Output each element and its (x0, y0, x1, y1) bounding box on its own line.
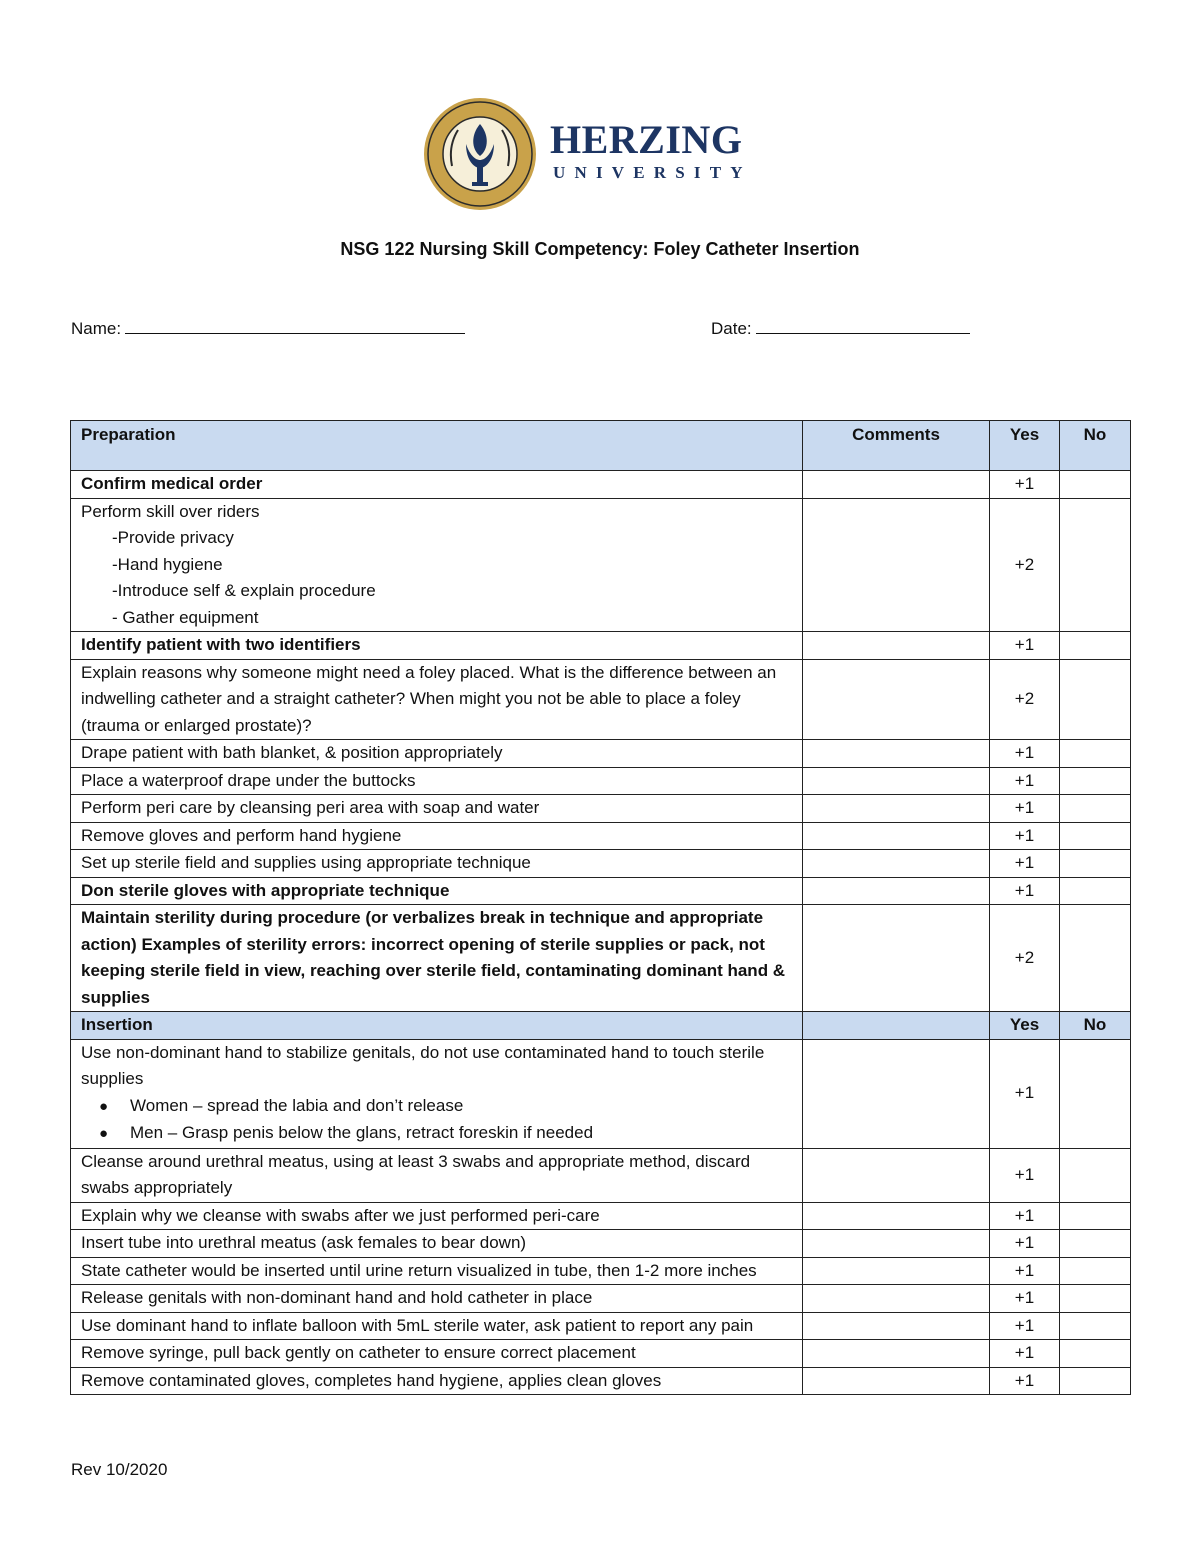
revision-note: Rev 10/2020 (71, 1460, 168, 1479)
comments-cell (803, 767, 990, 795)
comments-cell (803, 1230, 990, 1258)
no-cell (1060, 1340, 1131, 1368)
table-row (71, 905, 1131, 1012)
no-cell (1060, 1257, 1131, 1285)
table-row (71, 767, 1131, 795)
comments-cell (803, 1012, 990, 1040)
step-text-cell (71, 1039, 803, 1148)
comments-cell (803, 1312, 990, 1340)
points-cell: +2 (990, 498, 1060, 632)
step-text: Confirm medical order (71, 471, 803, 499)
points-cell: +2 (990, 905, 1060, 1012)
table-row (71, 1230, 1131, 1258)
comments-cell (803, 795, 990, 823)
wordmark-sub: UNIVERSITY (553, 163, 752, 182)
sub-step: - Gather equipment (112, 607, 259, 627)
comments-cell (803, 632, 990, 660)
seal-icon (422, 96, 538, 212)
preparation-heading: Preparation (71, 421, 803, 471)
comments-cell (803, 822, 990, 850)
insertion-header-row (71, 1012, 1131, 1040)
step-text: Release genitals with non-dominant hand and hold catheter in place (71, 1285, 803, 1313)
comments-cell (803, 1340, 990, 1368)
comments-cell (803, 905, 990, 1012)
table-row (71, 1340, 1131, 1368)
comments-cell (803, 877, 990, 905)
comments-cell (803, 1367, 990, 1395)
step-text-cell (71, 498, 803, 632)
no-cell (1060, 1039, 1131, 1148)
points-cell: +1 (990, 1202, 1060, 1230)
comments-cell (803, 498, 990, 632)
step-text: Use non-dominant hand to stabilize genitals, do not use contaminated hand to touch sterile supplies (81, 1042, 765, 1088)
points-cell: +1 (990, 822, 1060, 850)
points-cell: +1 (990, 1340, 1060, 1368)
step-text: Explain reasons why someone might need a foley placed. What is the difference between an indwelling catheter and a straight catheter? When might you not be able to place a foley (trauma or enlarged prostate)? (71, 659, 803, 740)
step-text: Remove gloves and perform hand hygiene (71, 822, 803, 850)
points-cell: +1 (990, 1230, 1060, 1258)
name-field (71, 318, 465, 340)
sub-step: -Provide privacy (112, 528, 234, 547)
table-row (71, 850, 1131, 878)
step-text: Identify patient with two identifiers (71, 632, 803, 660)
bullet-text: Men – Grasp penis below the glans, retract foreskin if needed (130, 1123, 594, 1142)
preparation-header-row (71, 421, 1131, 471)
points-cell: +1 (990, 471, 1060, 499)
bullet-item (81, 1120, 792, 1148)
bullet-icon: ● (99, 1097, 109, 1115)
page-title: NSG 122 Nursing Skill Competency: Foley Catheter Insertion (340, 239, 860, 259)
comments-cell (803, 1285, 990, 1313)
insertion-heading: Insertion (71, 1012, 803, 1040)
comments-heading: Comments (803, 421, 990, 471)
no-cell (1060, 767, 1131, 795)
name-label: Name: (71, 319, 122, 338)
bullet-icon: ● (99, 1125, 109, 1142)
table-row (71, 1285, 1131, 1313)
step-text: State catheter would be inserted until urine return visualized in tube, then 1-2 more inches (71, 1257, 803, 1285)
points-cell: +1 (990, 767, 1060, 795)
points-cell: +1 (990, 877, 1060, 905)
no-cell (1060, 471, 1131, 499)
table-row (71, 659, 1131, 740)
no-cell (1060, 1202, 1131, 1230)
table-row (71, 1039, 1131, 1148)
university-logo (420, 96, 780, 214)
sub-step: -Introduce self & explain procedure (112, 581, 376, 600)
date-label: Date: (711, 319, 752, 338)
step-text: Drape patient with bath blanket, & position appropriately (71, 740, 803, 768)
points-cell: +2 (990, 659, 1060, 740)
step-text: Cleanse around urethral meatus, using at least 3 swabs and appropriate method, discard swabs appropriately (71, 1148, 803, 1202)
no-heading: No (1060, 1012, 1131, 1040)
step-text: Use dominant hand to inflate balloon with 5mL sterile water, ask patient to report any pain (71, 1312, 803, 1340)
table-row (71, 632, 1131, 660)
no-cell (1060, 1312, 1131, 1340)
no-cell (1060, 795, 1131, 823)
table-row (71, 740, 1131, 768)
points-cell: +1 (990, 740, 1060, 768)
no-cell (1060, 877, 1131, 905)
no-cell (1060, 850, 1131, 878)
table-row (71, 1202, 1131, 1230)
step-text: Perform skill over riders (81, 501, 260, 521)
table-row (71, 1367, 1131, 1395)
step-text: Explain why we cleanse with swabs after we just performed peri-care (71, 1202, 803, 1230)
date-blank-line (756, 319, 970, 334)
no-cell (1060, 632, 1131, 660)
step-text: Set up sterile field and supplies using appropriate technique (71, 850, 803, 878)
bullet-text: Women – spread the labia and don’t release (130, 1095, 464, 1115)
table-row (71, 498, 1131, 632)
table-row (71, 1312, 1131, 1340)
points-cell: +1 (990, 850, 1060, 878)
yes-heading: Yes (990, 1012, 1060, 1040)
table-row (71, 822, 1131, 850)
comments-cell (803, 740, 990, 768)
comments-cell (803, 471, 990, 499)
no-cell (1060, 1285, 1131, 1313)
points-cell: +1 (990, 795, 1060, 823)
step-text: Maintain sterility during procedure (or verbalizes break in technique and appropriate action) Examples of sterility errors: incorrect opening of sterile supplies or pack, not keeping sterile field in view, reaching over sterile field, contaminating dominant hand & supplies (71, 905, 803, 1012)
bullet-item (81, 1093, 792, 1121)
step-text: Remove contaminated gloves, completes hand hygiene, applies clean gloves (71, 1367, 803, 1395)
table-row (71, 795, 1131, 823)
name-blank-line (125, 319, 465, 334)
table-row (71, 1148, 1131, 1202)
table-row (71, 1257, 1131, 1285)
no-cell (1060, 1148, 1131, 1202)
step-text: Don sterile gloves with appropriate technique (71, 877, 803, 905)
comments-cell (803, 1039, 990, 1148)
points-cell: +1 (990, 632, 1060, 660)
table-row (71, 877, 1131, 905)
table-row (71, 471, 1131, 499)
yes-heading: Yes (990, 421, 1060, 471)
comments-cell (803, 659, 990, 740)
no-cell (1060, 1367, 1131, 1395)
no-cell (1060, 498, 1131, 632)
points-cell: +1 (990, 1367, 1060, 1395)
sub-step: -Hand hygiene (112, 554, 223, 574)
comments-cell (803, 850, 990, 878)
step-text: Perform peri care by cleansing peri area with soap and water (71, 795, 803, 823)
points-cell: +1 (990, 1312, 1060, 1340)
no-cell (1060, 740, 1131, 768)
points-cell: +1 (990, 1039, 1060, 1148)
step-text: Insert tube into urethral meatus (ask females to bear down) (71, 1230, 803, 1258)
points-cell: +1 (990, 1285, 1060, 1313)
points-cell: +1 (990, 1257, 1060, 1285)
comments-cell (803, 1257, 990, 1285)
points-cell: +1 (990, 1148, 1060, 1202)
no-cell (1060, 905, 1131, 1012)
no-heading: No (1060, 421, 1131, 471)
step-text: Place a waterproof drape under the buttocks (71, 767, 803, 795)
no-cell (1060, 659, 1131, 740)
competency-table (70, 420, 1131, 1395)
wordmark-main: HERZING (550, 117, 743, 162)
step-text: Remove syringe, pull back gently on catheter to ensure correct placement (71, 1340, 803, 1368)
no-cell (1060, 1230, 1131, 1258)
comments-cell (803, 1148, 990, 1202)
date-field (711, 318, 970, 340)
comments-cell (803, 1202, 990, 1230)
no-cell (1060, 822, 1131, 850)
